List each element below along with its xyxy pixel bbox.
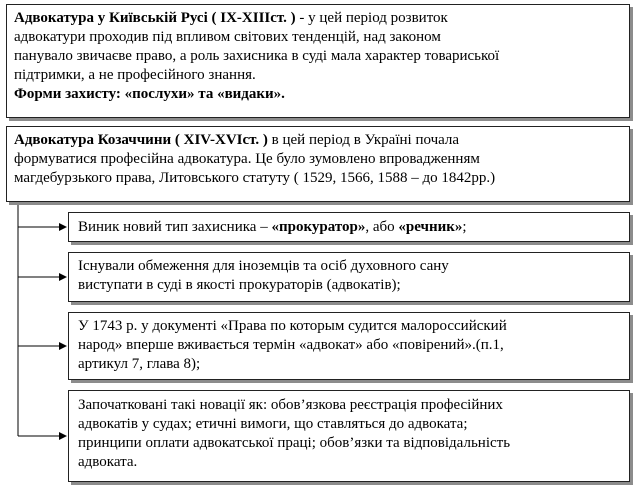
item-1-pre: Виник новий тип захисника – (78, 219, 272, 235)
term-rechnyk: «речник» (398, 219, 463, 235)
item-3-line-1: У 1743 р. у документі «Права по которым судится малороссийский (78, 318, 507, 334)
item-4-line-3: принципи оплати адвокатської праці; обов’язки та відповідальність (78, 435, 511, 451)
cossack-line-3: магдебурзького права, Литовського статуту ( 1529, 1566, 1588 – до 1842рр.) (14, 170, 496, 186)
kyivan-rus-line-1 (14, 9, 622, 28)
kyivan-rus-period: ( IX-XIIIст. ) (211, 10, 296, 26)
item-4-line-4: адвоката. (78, 454, 138, 470)
cossack-title: Адвокатура Козаччини (14, 132, 172, 148)
item-3-line-3: артикул 7, глава 8); (78, 356, 201, 372)
item-4-line-2: адвокатів у судах; етичні вимоги, що ставляться до адвоката; (78, 416, 468, 432)
item-4-line-1: Започатковані такі новації як: обов’язкова реєстрація професійних (78, 397, 503, 413)
kyivan-rus-line-3: панувало звичаєве право, а роль захисника в суді мала характер товариської (14, 48, 500, 64)
item-1-post: ; (462, 219, 467, 235)
cossack-text-1: в цей період в Україні почала (271, 132, 460, 148)
cossack-era-box (6, 126, 630, 202)
term-prokurator: «прокуратор» (271, 219, 366, 235)
cossack-line-2: формуватися професійна адвокатура. Це було зумовлено впровадженням (14, 151, 480, 167)
item-box-3 (68, 312, 630, 380)
protection-forms: Форми захисту: «послухи» та «видаки». (14, 86, 285, 102)
item-box-1 (68, 212, 630, 242)
kyivan-rus-title: Адвокатура у Київській Русі (14, 10, 208, 26)
cossack-line-1 (14, 131, 622, 150)
item-2-line-2: виступати в суді в якості прокураторів (адвокатів); (78, 277, 401, 293)
item-3-line-2: народ» вперше вживається термін «адвокат» або «повірений».(п.1, (78, 337, 504, 353)
item-1-text (78, 219, 467, 235)
kyivan-rus-box (6, 4, 630, 118)
kyivan-rus-line-2: адвокатури проходив під впливом світових тенденцій, над законом (14, 29, 441, 45)
item-1-mid: , або (365, 219, 399, 235)
kyivan-rus-text-1: - у цей період розвиток (299, 10, 448, 26)
kyivan-rus-line-4: підтримки, а не професійного знання. (14, 67, 256, 83)
item-2-line-1: Існували обмеження для іноземців та осіб духовного сану (78, 258, 449, 274)
item-box-2 (68, 252, 630, 302)
item-box-4 (68, 390, 630, 482)
cossack-period: ( XIV-XVIст. ) (174, 132, 268, 148)
